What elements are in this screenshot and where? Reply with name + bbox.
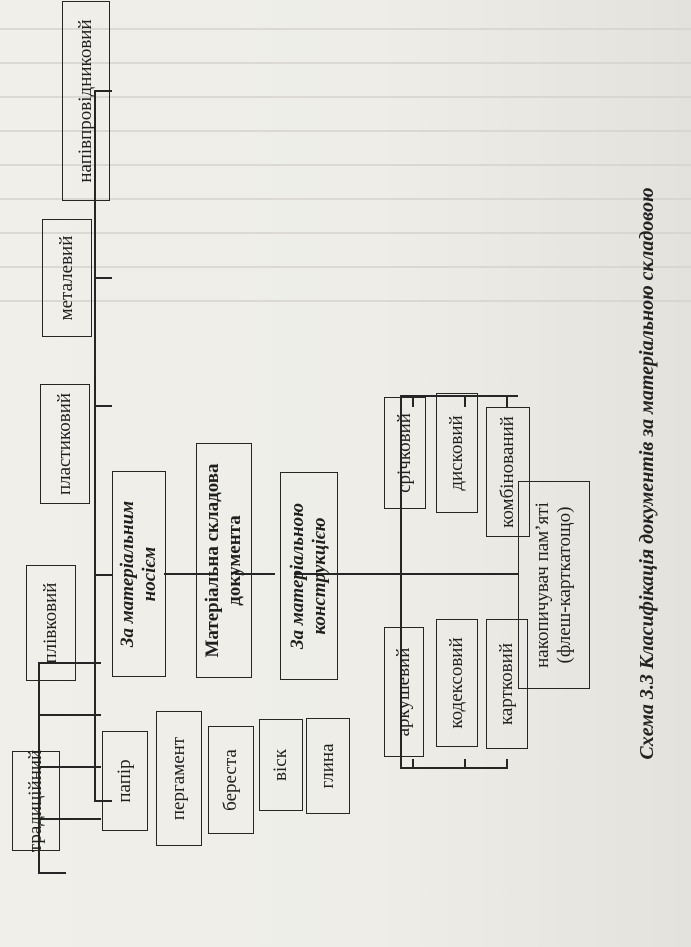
connector xyxy=(94,277,112,279)
construction-codex: кодексовий xyxy=(436,619,478,747)
construction-sheet: аркушевий xyxy=(384,627,424,757)
carrier-film: плівковий xyxy=(26,565,76,681)
construction-disk: дисковий xyxy=(436,393,478,513)
group-by-construction: За матеріальною конструкцією xyxy=(280,472,338,680)
construction-tape: срічковий xyxy=(384,397,426,509)
root-material-component: Матеріальна складова документа xyxy=(196,443,252,678)
construction-flash-memory: накопичувач пам’яті (флеш-карткатощо) xyxy=(518,481,590,689)
connector xyxy=(38,872,66,874)
material-paper: папір xyxy=(102,731,148,831)
connector xyxy=(94,574,112,576)
group-by-carrier: За матеріальним носієм xyxy=(112,471,166,677)
connector xyxy=(506,759,508,769)
material-parchment: пергамент xyxy=(156,711,202,846)
connector xyxy=(506,397,508,407)
connector xyxy=(400,767,506,769)
construction-card: картковий xyxy=(486,619,528,749)
connector xyxy=(372,573,518,575)
connector xyxy=(38,714,101,716)
construction-combined: комбінований xyxy=(486,407,530,537)
material-birch-bark: береста xyxy=(208,726,254,834)
carrier-metal: металевий xyxy=(42,219,92,337)
connector xyxy=(412,759,414,769)
carrier-semiconductor: напівпровідниковий xyxy=(62,1,110,201)
material-clay: глина xyxy=(306,718,350,814)
material-wax: віск xyxy=(259,719,303,811)
connector xyxy=(464,759,466,769)
figure-caption: Схема 3.3 Класифікація документів за матеріальною складовою xyxy=(636,187,658,760)
connector xyxy=(94,405,112,407)
carrier-plastic: пластиковий xyxy=(40,384,90,504)
carrier-traditional: традиційний xyxy=(12,751,60,851)
